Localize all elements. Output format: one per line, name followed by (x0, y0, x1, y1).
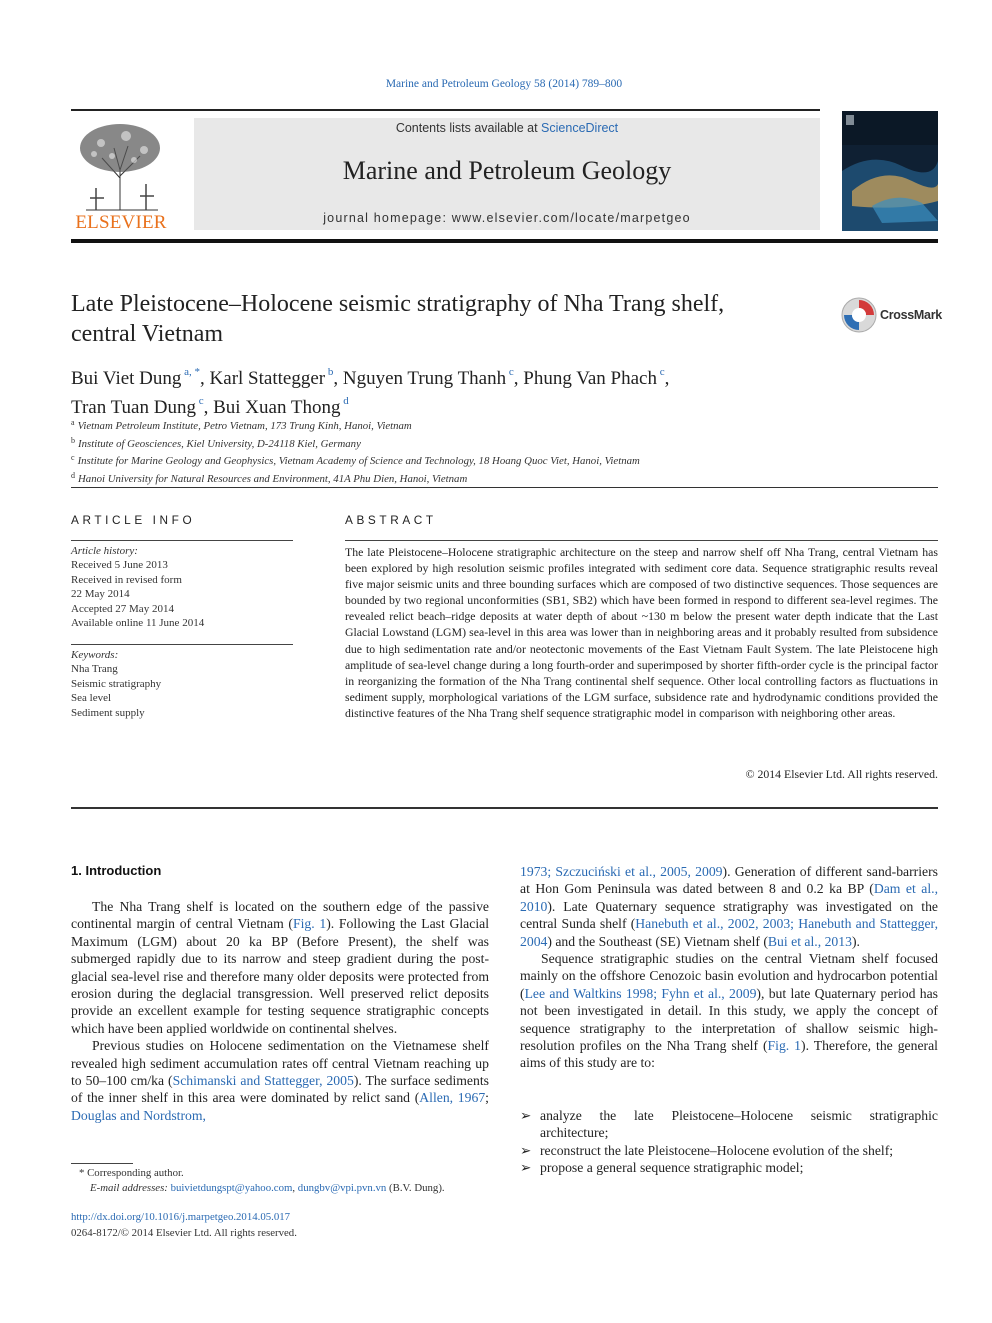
author[interactable]: Nguyen Trung Thanh $^c$ (342, 366, 514, 389)
author[interactable]: Tran Tuan Dung $^c$ (71, 395, 204, 418)
journal-homepage[interactable]: journal homepage: www.elsevier.com/locate/marpetgeo (323, 211, 691, 225)
journal-title[interactable]: Marine and Petroleum Geology (342, 156, 672, 185)
header-rule (71, 109, 820, 111)
journal-header-box (194, 118, 820, 230)
footnotes (71, 1166, 491, 1196)
reference-link[interactable]: Hanebuth et al., 2002, 2003; Hanebuth and Stattegger, 2004 (520, 916, 938, 949)
figure-link[interactable]: Fig. 1 (767, 1038, 802, 1054)
arrow-bullet-icon: ➢ (520, 1108, 532, 1123)
section-heading: 1. Introduction (71, 863, 162, 878)
abstract-rule (345, 540, 938, 541)
reference-link[interactable]: Lee and Waltkins 1998; Fyhn et al., 2009 (524, 985, 757, 1001)
email-note: E-mail addresses: buivietdungspt@yahoo.com, dungbv@vpi.pvn.vn (B.V. Dung). (90, 1182, 445, 1194)
elsevier-wordmark: ELSEVIER (75, 212, 167, 233)
arrow-bullet-icon: ➢ (520, 1160, 532, 1176)
list-item: ➢ reconstruct the late Pleistocene–Holocene evolution of the shelf; (520, 1142, 894, 1158)
footnote-rule (71, 1163, 133, 1164)
article-info-rule (71, 540, 293, 541)
article-history: Article history: Received 5 June 2013 Received in revised form 22 May 2014 Accepted 27 May 2014 Available online 11 June 2014 (71, 545, 205, 630)
list-item: ➢ propose a general sequence stratigraphic model; (520, 1160, 804, 1176)
reference-link[interactable]: Bui et al., 2013 (767, 933, 852, 949)
section-rule (71, 487, 938, 488)
abstract-text: The late Pleistocene–Holocene stratigraphic architecture on the steep and narrow shelf off Nha Trang, central Vietnam has been explored by high resolution seismic profiles integrated with sediment core data. Sequence stratigraphic results reveal five major seismic units and three bounding surfaces which are composed of two distinctive sequences. Those sequences are bounded by two regional unconformities (SB1, SB2) which have been formed in respond to different sea-level regimes. The revealed relict beach–ridge deposits at water depth of about ~130 m below the present water depth indicate that the Last Glacial Lowstand (LGM) sea-level in this area was lower than in neighboring areas and it probably resulted from subsidence due to high sedimentation rate and/or neotectonic movements of the East Vietnam Fault System. The late Pleistocene high amplitude of sea-level change during a long fourth-order and superimposed by shorter fifth-order cycle is the principal factor in reorganizing the formation of the Nha Trang continental shelf sequence. Other local controlling factors as fluctuations in sediment supply, morphological variations of the LGM surface, subsidence rate and hydrodynamic conditions provided the distinctive features of the Nha Trang shelf sequence stratigraphic model in comparison with neighboring other areas. (345, 545, 938, 720)
intro-left-column (71, 898, 489, 1124)
aims-list (520, 1107, 938, 1177)
journal-citation[interactable]: Marine and Petroleum Geology 58 (2014) 789–800 (385, 78, 623, 90)
affiliation-list (71, 416, 931, 486)
intro-right-column (520, 863, 938, 1072)
paragraph: Previous studies on Holocene sedimentation on the Vietnamese shelf revealed high sediment accumulation rates off central Vietnam reaching up to 50–100 cm/ka (Schimanski and Stattegger, 2005). The surface sediments of the inner shelf in this area were dominated by relict sand (Allen, 1967; Douglas and Nordstrom, (71, 1038, 489, 1123)
article-info-heading: ARTICLE INFO (71, 513, 196, 527)
reference-link[interactable]: Douglas and Nordstrom, (71, 1107, 206, 1123)
email-link[interactable]: dungbv@vpi.pvn.vn (297, 1182, 387, 1194)
affiliation: $^d$ Hanoi University for Natural Resources and Environment, 41A Phu Dien, Hanoi, Vietnam (71, 470, 468, 485)
keywords-rule (71, 644, 293, 645)
reference-link[interactable]: 1973; Szczuciński et al., 2005, 2009 (520, 864, 723, 879)
author[interactable]: Bui Xuan Thong $^d$ (213, 395, 349, 418)
header-thick-rule (71, 239, 938, 243)
list-item: ➢ analyze the late Pleistocene–Holocene seismic stratigraphic architecture; (520, 1108, 938, 1141)
affiliation: $^c$ Institute for Marine Geology and Geophysics, Vietnam Academy of Science and Technology, 18 Hoang Quoc Viet, Hanoi, Vietnam (71, 453, 640, 468)
arrow-bullet-icon: ➢ (520, 1142, 532, 1158)
author[interactable]: Phung Van Phach $^c$ (523, 366, 665, 389)
article-title: Late Pleistocene–Holocene seismic stratigraphy of Nha Trang shelf, central Vietnam (71, 291, 725, 347)
affiliation: $^a$ Vietnam Petroleum Institute, Petro Vietnam, 173 Trung Kinh, Hanoi, Vietnam (71, 418, 412, 432)
reference-link[interactable]: Dam et al., 2010 (520, 881, 938, 914)
reference-link[interactable]: Allen, 1967 (419, 1090, 486, 1106)
abstract-bottom-rule (71, 807, 938, 809)
keywords: Keywords: Nha Trang Seismic stratigraphy Sea level Sediment supply (71, 649, 162, 719)
copyright: © 2014 Elsevier Ltd. All rights reserved. (745, 767, 938, 781)
author[interactable]: Bui Viet Dung $^{a, *}$ (71, 366, 201, 389)
email-link[interactable]: buivietdungspt@yahoo.com (170, 1182, 293, 1194)
affiliation: $^b$ Institute of Geosciences, Kiel University, D-24118 Kiel, Germany (71, 435, 361, 450)
author[interactable]: Karl Stattegger $^b$ (209, 366, 334, 389)
paragraph: 1973; Szczuciński et al., 2005, 2009). Generation of different sand-barriers at Hon Gom Peninsula was dated between 8 and 0.2 ka BP (Dam et al., 2010). Late Quaternary sequence stratigraphy was investigated on the central Sunda shelf (Hanebuth et al., 2002, 2003; Hanebuth and Stattegger, 2004) and the Southeast (SE) Vietnam shelf (Bui et al., 2013). (520, 864, 938, 949)
journal-cover-image[interactable] (842, 111, 938, 231)
sciencedirect-link[interactable]: ScienceDirect (541, 121, 619, 135)
crossmark-badge[interactable]: CrossMark (840, 296, 940, 334)
paragraph: The Nha Trang shelf is located on the southern edge of the passive continental margin of central Vietnam (Fig. 1). Following the Last Glacial Maximum (LGM) about 20 ka BP (Before Present), the shelf was submerged rapidly due to its narrow and steep gradient during the post-glacial sea-level rise and therefore many older deposits were protected from erosion during the deglacial transgression. Well preserved relict deposits provide an excellent example for testing sequence stratigraphic concepts which have been applied worldwide on continental shelves. (71, 899, 490, 1036)
reference-link[interactable]: Schimanski and Stattegger, 2005 (172, 1073, 354, 1089)
paragraph: Sequence stratigraphic studies on the central Vietnam shelf focused mainly on the offshore Cenozoic basin evolution and hydrocarbon potential (Lee and Waltkins 1998; Fyhn et al., 2009), but late Quaternary period has not been investigated in detail. In this study, we apply the concept of sequence stratigraphy to the interpretation of shallow seismic high-resolution profiles on the Nha Trang shelf (Fig. 1). Therefore, the general aims of this study are to: (520, 951, 938, 1071)
doi-link[interactable]: http://dx.doi.org/10.1016/j.marpetgeo.2014.05.017 (71, 1211, 291, 1223)
abstract-heading: ABSTRACT (345, 513, 437, 527)
figure-link[interactable]: Fig. 1 (293, 916, 327, 932)
issn-line: 0264-8172/© 2014 Elsevier Ltd. All rights reserved. (71, 1226, 297, 1239)
crossmark-icon (840, 296, 878, 334)
corresponding-author-note: * Corresponding author. (79, 1167, 184, 1179)
author-list: Bui Viet Dung $^{a, *}$, Karl Stattegger $^b$, Nguyen Trung Thanh $^c$, Phung Van Phach $^c$, Tran Tuan Dung $^c$, Bui Xuan Thong $^d$ (71, 366, 670, 418)
doi-block (71, 1210, 491, 1241)
contents-line: Contents lists available at ScienceDirect (395, 121, 619, 135)
